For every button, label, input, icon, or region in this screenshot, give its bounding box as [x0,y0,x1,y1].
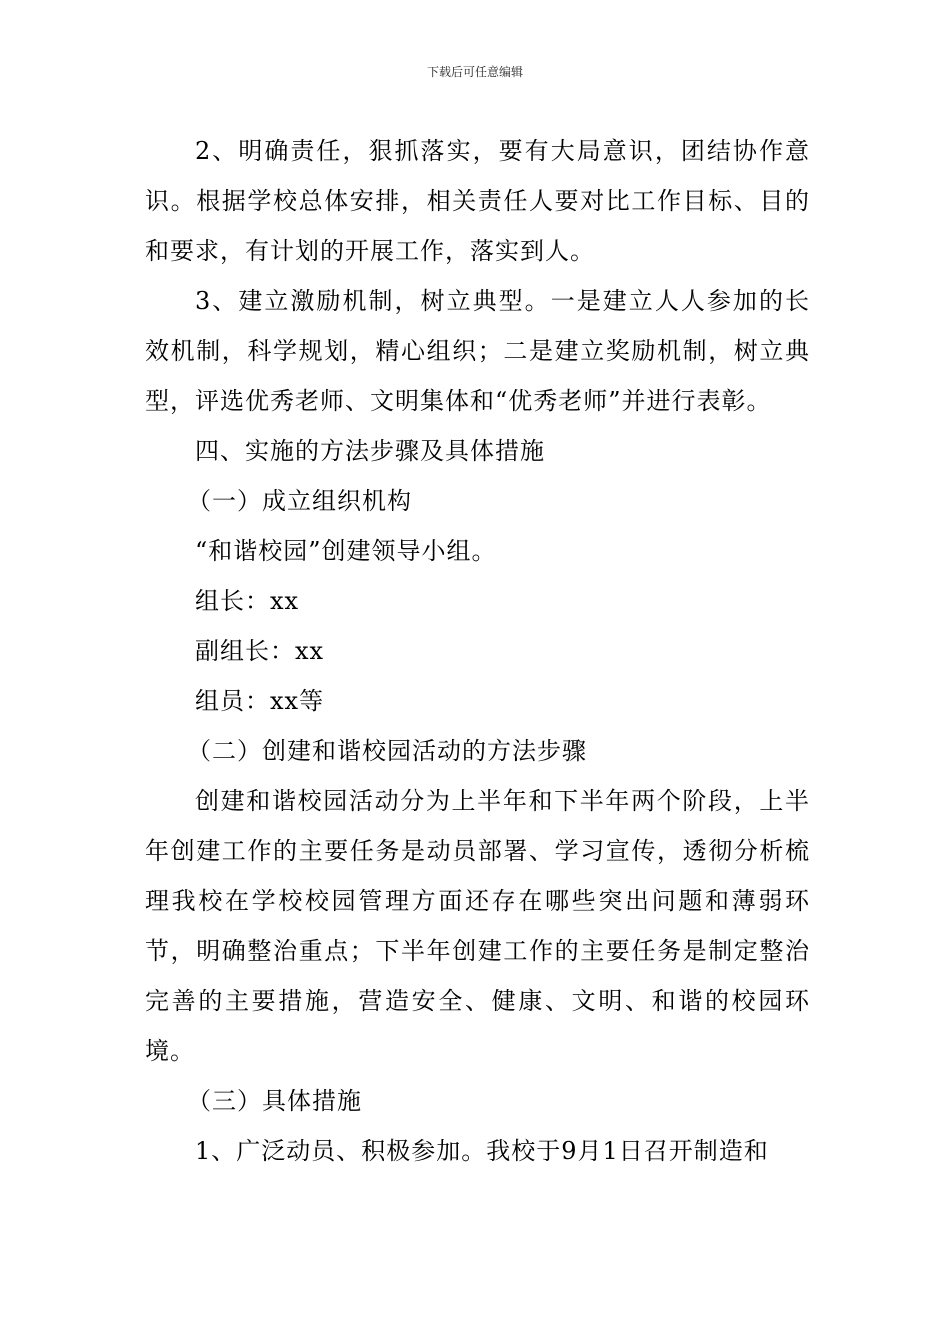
group-vice-leader: 副组长：xx [195,637,325,665]
subsection-heading-organization: （一）成立组织机构 [187,487,412,515]
paragraph-incentive: 3、建立激励机制，树立典型。一是建立人人参加的长效机制，科学规划，精心组织；二是建立奖励机制，树立典型，评选优秀老师、文明集体和“优秀老师”并进行表彰。 [145,287,810,415]
group-title: “和谐校园”创建领导小组。 [195,537,497,565]
document-body [145,126,810,1176]
group-members: 组员：xx等 [195,687,325,715]
subsection-heading-steps: （二）创建和谐校园活动的方法步骤 [187,737,587,765]
paragraph-responsibility: 2、明确责任，狠抓落实，要有大局意识，团结协作意识。根据学校总体安排，相关责任人要对比工作目标、目的和要求，有计划的开展工作，落实到人。 [145,137,810,265]
page-header: 下载后可任意编辑 [426,65,523,79]
section-heading-implementation: 四、实施的方法步骤及具体措施 [195,437,545,465]
paragraph-steps: 创建和谐校园活动分为上半年和下半年两个阶段，上半年创建工作的主要任务是动员部署、学习宣传，透彻分析梳理我校在学校校园管理方面还存在哪些突出问题和薄弱环节，明确整治重点；下半年创建工作的主要任务是制定整治完善的主要措施，营造安全、健康、文明、和谐的校园环境。 [145,787,810,1065]
paragraph-mobilization: 1、广泛动员、积极参加。我校于9月1日召开制造和 [195,1137,769,1165]
subsection-heading-measures: （三）具体措施 [187,1087,362,1115]
group-leader: 组长：xx [195,587,300,615]
